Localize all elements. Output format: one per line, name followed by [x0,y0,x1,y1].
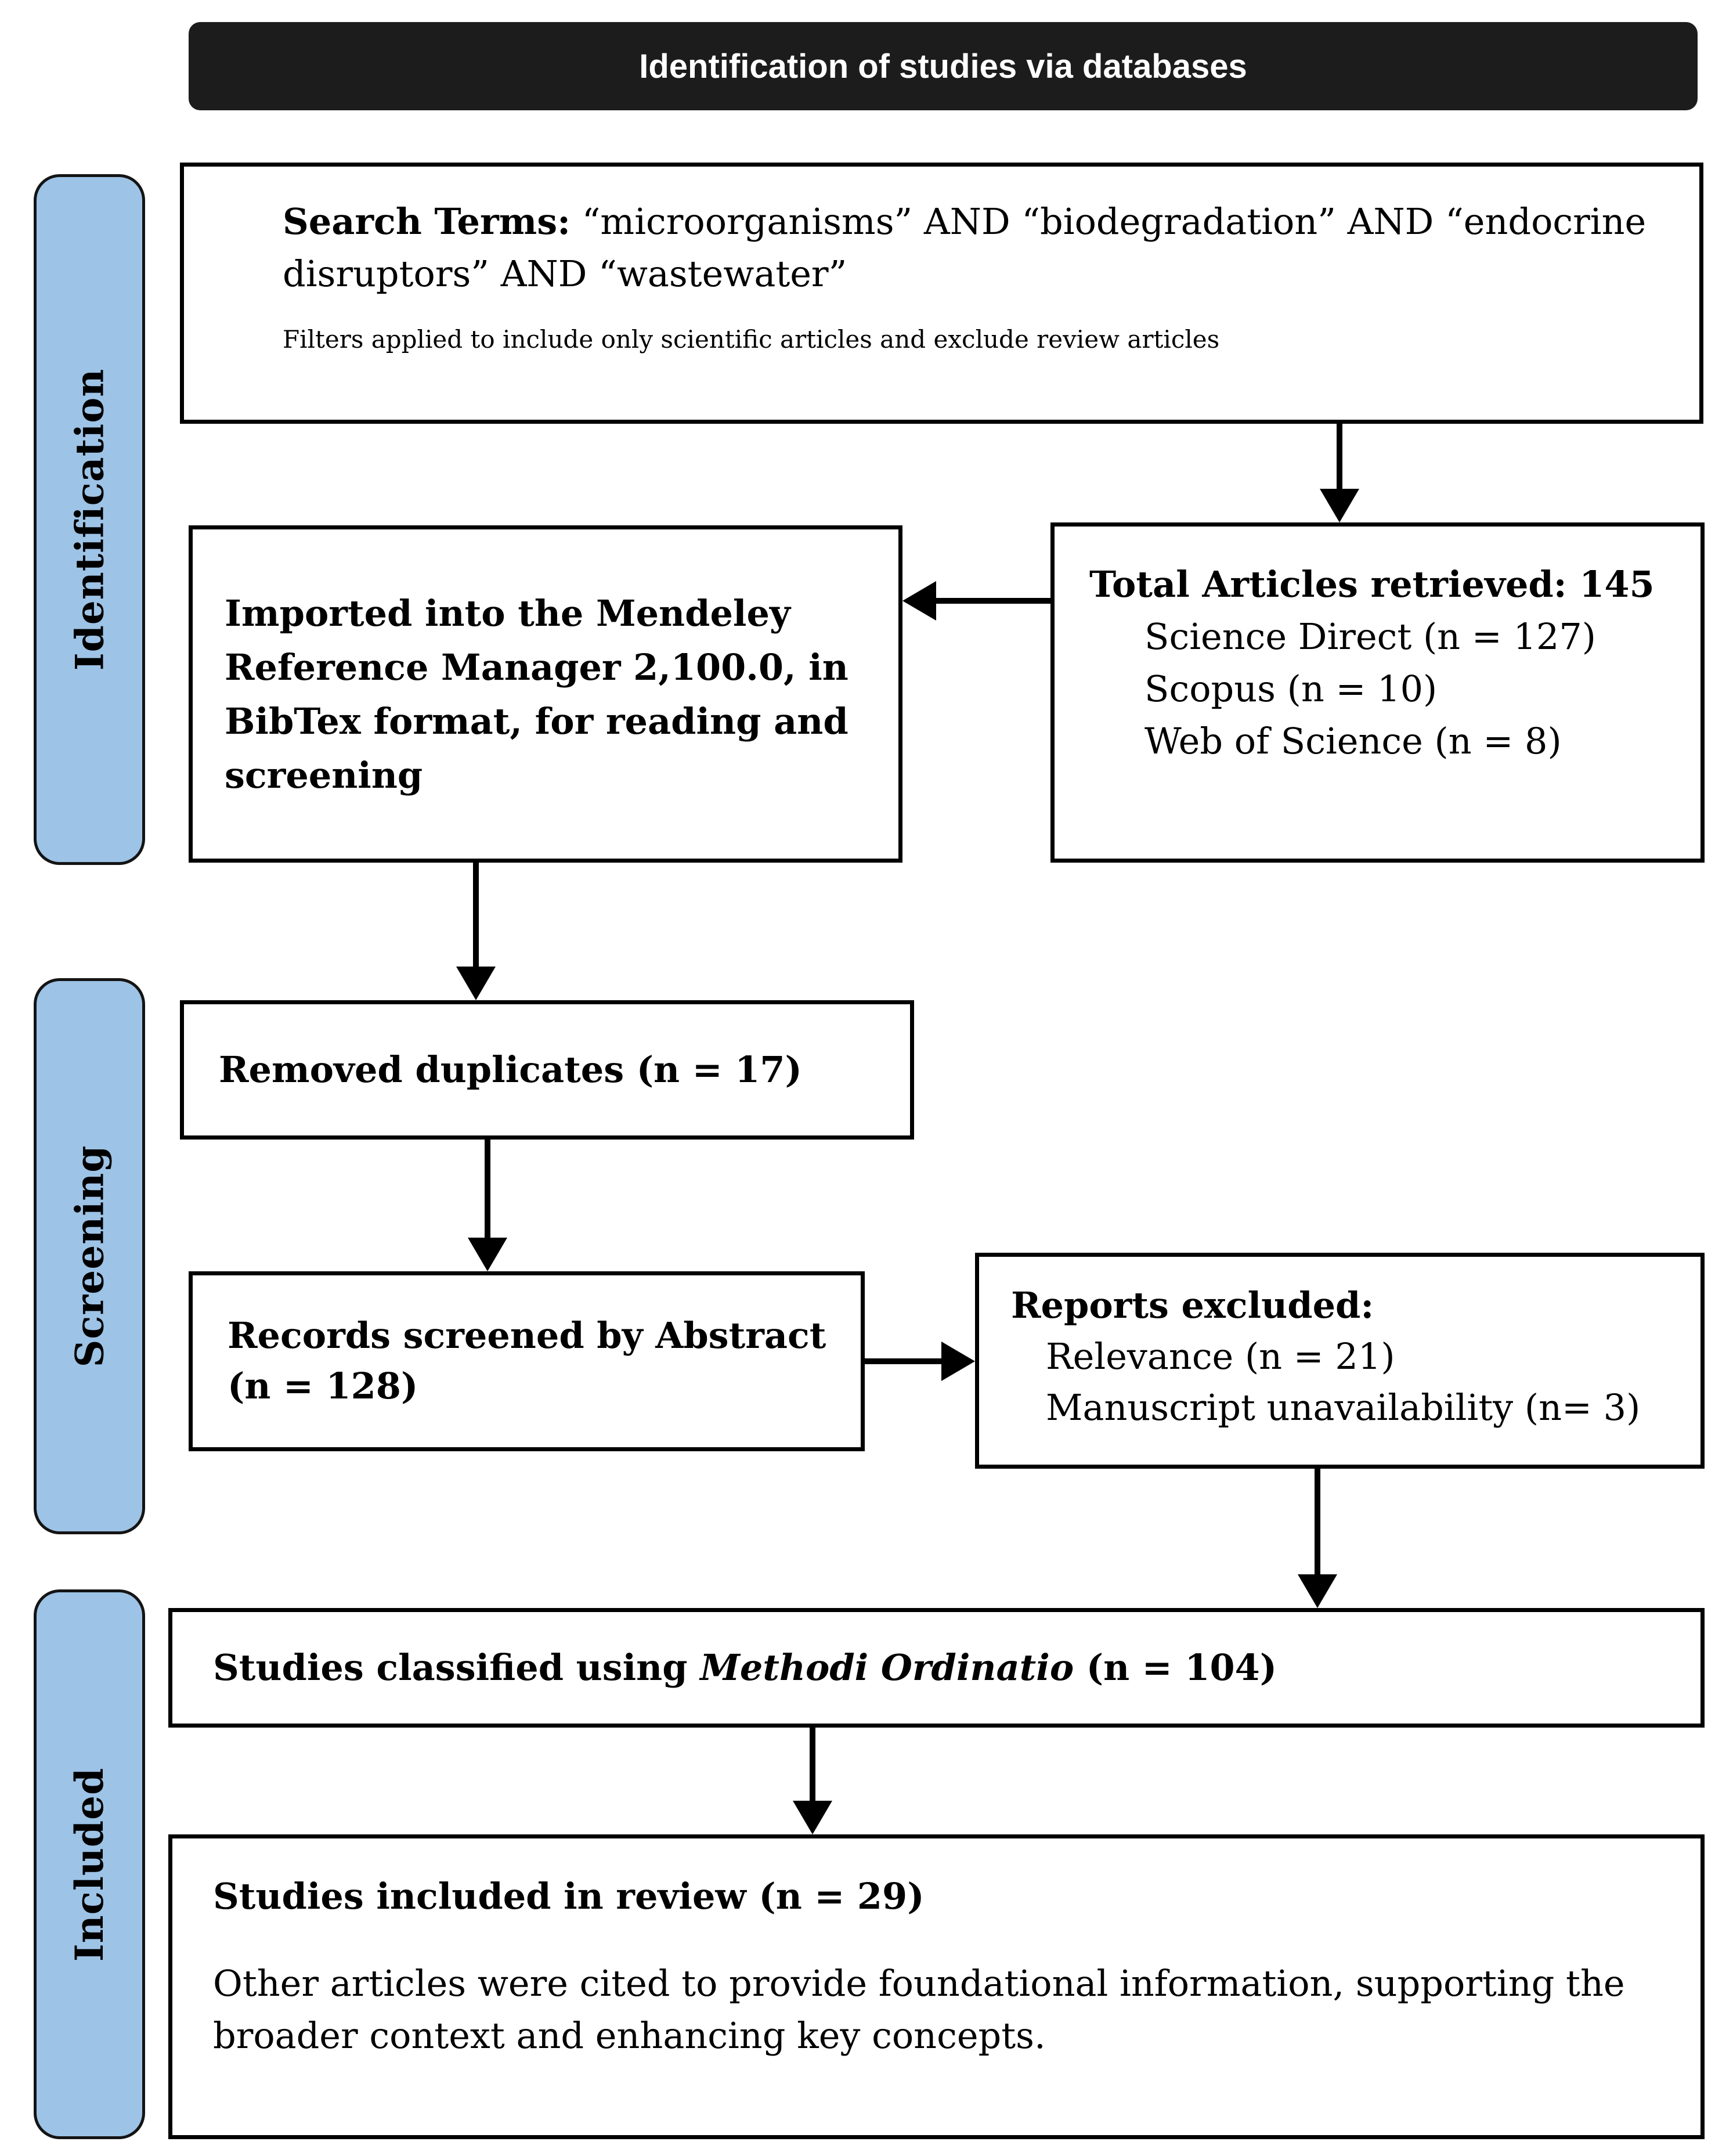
arrow-imported-to-duplicates-head [456,967,496,1000]
studies-included-box [168,1834,1705,2139]
excluded-unavailability: Manuscript unavailability (n= 3) [1046,1386,1641,1429]
arrow-duplicates-to-screened-line [485,1140,490,1238]
classified-suffix: (n = 104) [1074,1646,1277,1689]
arrow-total-to-imported-head [902,581,936,621]
removed-duplicates-box [180,1000,914,1140]
arrow-excluded-to-classified-head [1298,1574,1337,1608]
stage-label-included [34,1589,145,2139]
arrow-duplicates-to-screened-head [468,1238,507,1271]
arrow-screened-to-excluded-head [941,1342,975,1381]
stage-included-text: Included [67,1767,113,1962]
arrow-screened-to-excluded-line [865,1358,941,1364]
arrow-classified-to-included-head [793,1801,832,1834]
arrow-search-to-total-line [1337,424,1342,489]
stage-screening-text: Screening [67,1145,113,1368]
stage-label-identification [34,174,145,865]
total-source-science-direct: Science Direct (n = 127) [1144,615,1596,658]
total-source-web-of-science: Web of Science (n = 8) [1144,719,1562,762]
arrow-excluded-to-classified-line [1315,1469,1320,1574]
classified-prefix: Studies classified using [213,1646,701,1689]
total-source-scopus: Scopus (n = 10) [1144,667,1438,710]
arrow-classified-to-included-line [810,1728,815,1801]
arrow-imported-to-duplicates-line [473,863,479,967]
arrow-search-to-total-head [1320,489,1359,522]
imported-mendeley-text: Imported into the Mendeley Reference Manager 2,100.0, in BibTex format, for reading and screening [225,592,849,796]
search-filters-note: Filters applied to include only scientific articles and exclude review articles [283,325,1220,354]
arrow-total-to-imported-line [936,598,1050,604]
imported-mendeley-box [189,525,902,863]
stage-identification-text: Identification [67,368,113,671]
records-screened-box [189,1271,865,1451]
excluded-relevance: Relevance (n = 21) [1046,1335,1395,1378]
studies-classified-box [168,1608,1705,1728]
studies-included-title: Studies included in review (n = 29) [213,1875,925,1917]
diagram-title-bar [189,22,1698,110]
reports-excluded-box [975,1253,1705,1469]
studies-classified-text [213,1642,1277,1694]
records-screened-text: Records screened by Abstract (n = 128) [228,1314,826,1407]
reports-excluded-title: Reports excluded: [1011,1284,1374,1326]
removed-duplicates-text: Removed duplicates (n = 17) [219,1048,802,1091]
search-terms-box [180,163,1703,424]
diagram-title: Identification of studies via databases [639,47,1247,85]
stage-label-screening [34,978,145,1534]
classified-method-name: Methodi Ordinatio [700,1646,1074,1689]
total-articles-box [1050,522,1705,863]
search-terms-label: Search Terms: [283,200,571,243]
search-terms-value: “microorganisms” AND “biodegradation” AND “endocrine disruptors” AND “wastewater” [283,200,1647,295]
studies-included-note: Other articles were cited to provide foundational information, supporting the broader context and enhancing key concepts. [213,1962,1625,2057]
total-articles-title: Total Articles retrieved: 145 [1089,563,1655,605]
search-terms-text [283,196,1653,300]
